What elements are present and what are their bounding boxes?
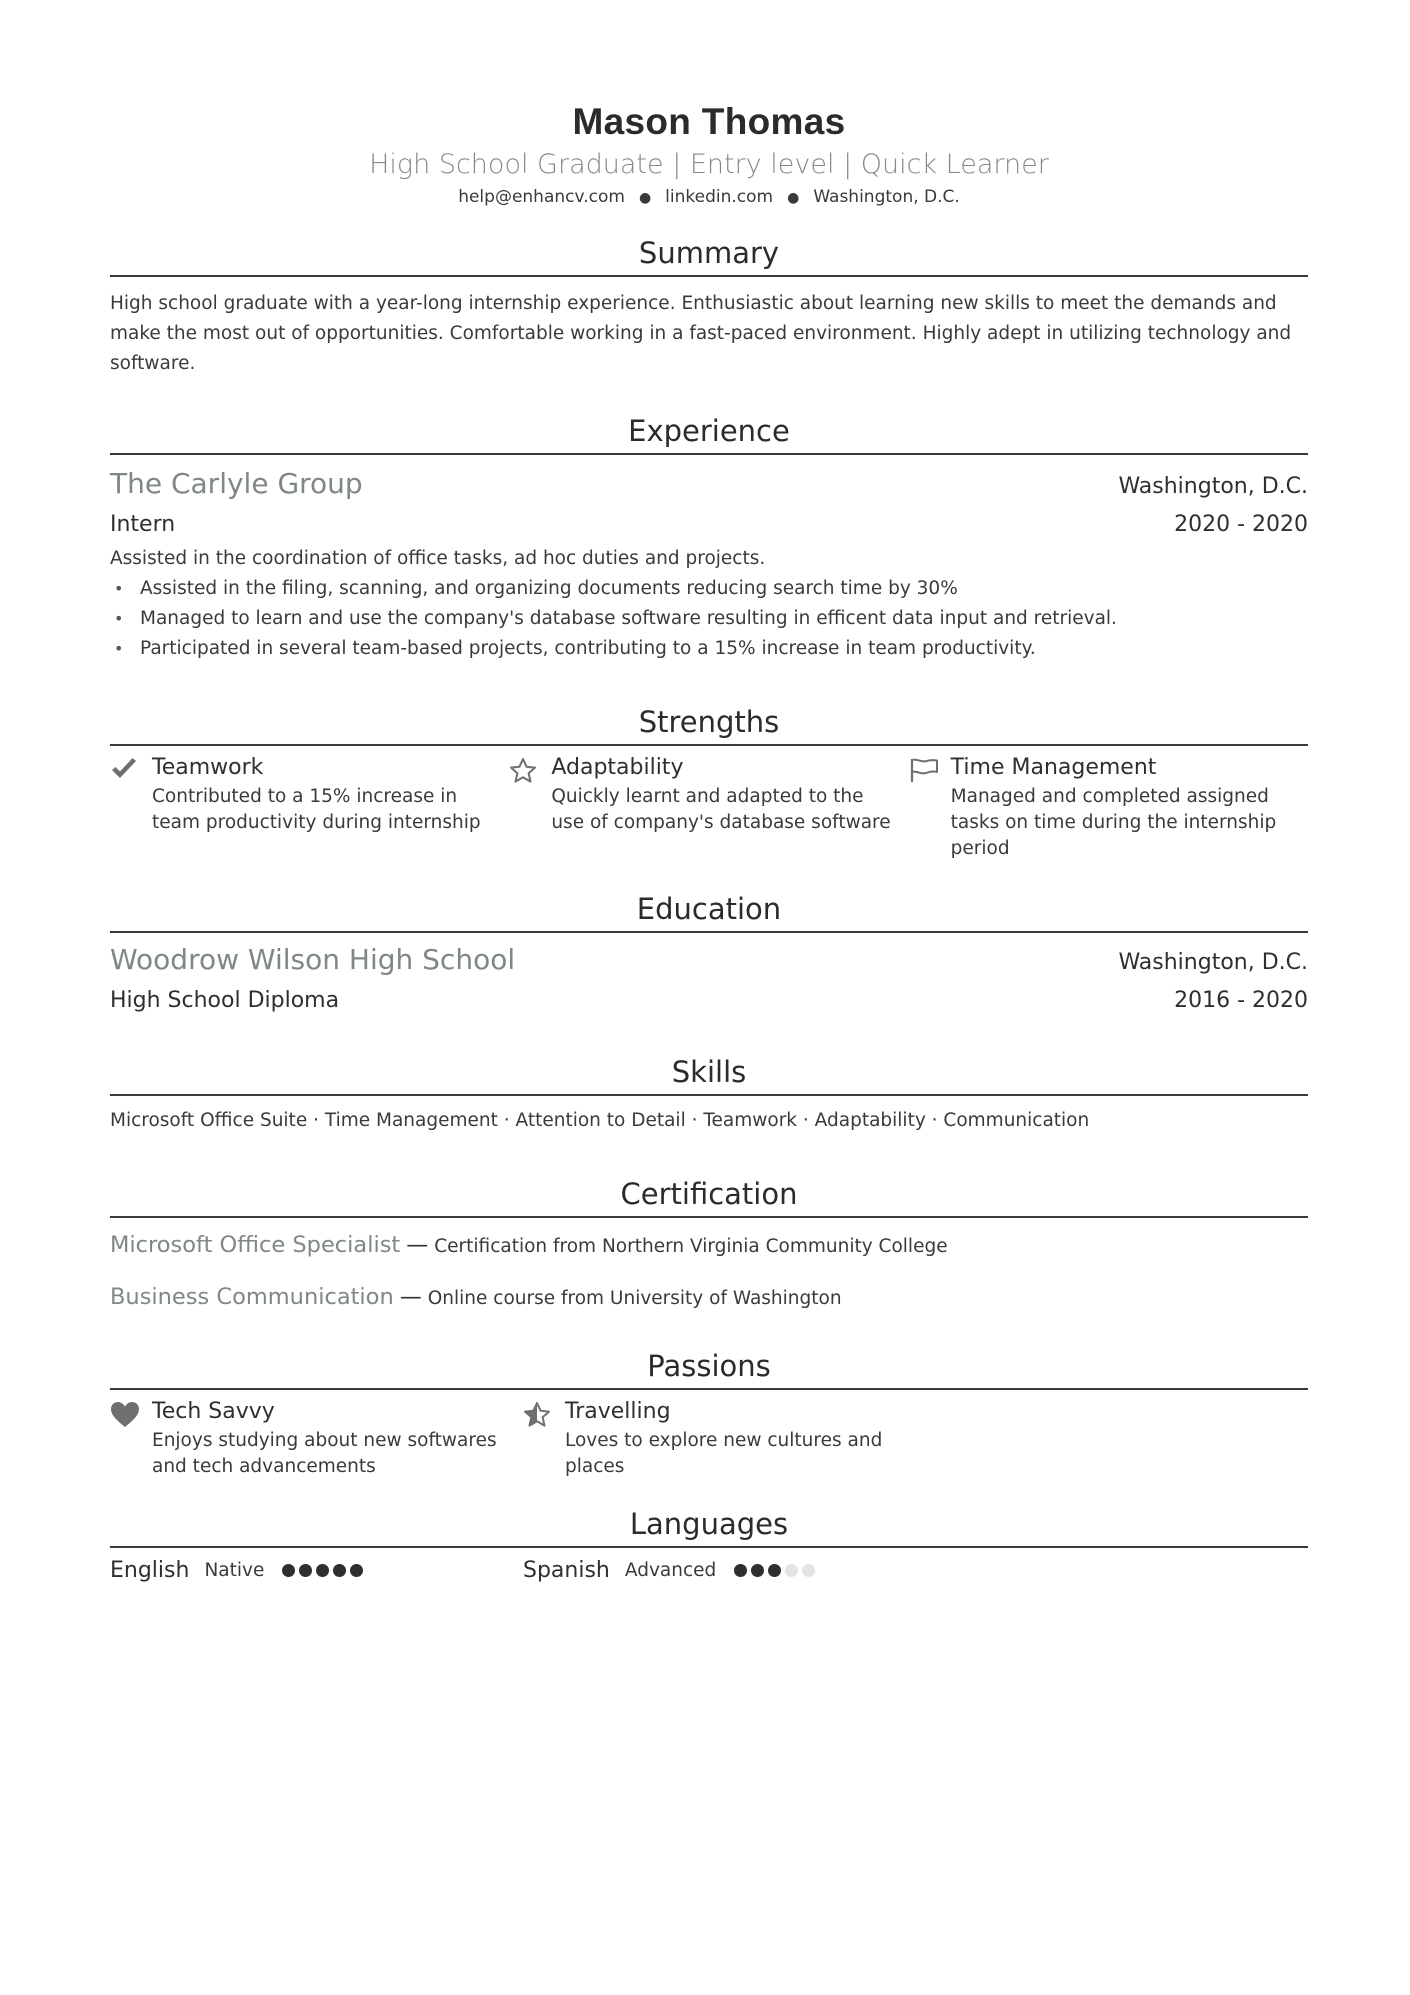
passion-title: Travelling [565, 1399, 671, 1424]
strengths-grid [110, 752, 1308, 862]
education-section [110, 889, 1308, 1020]
passion-item [523, 1396, 936, 1480]
experience-dates: 2020 - 2020 [1174, 512, 1308, 537]
candidate-title: High School Graduate | Entry level | Quick Learner [369, 149, 1049, 180]
rating-dot-empty [802, 1564, 815, 1577]
list-item: • Assisted in the filing, scanning, and organizing documents reducing search time by 30% [110, 574, 1308, 604]
experience-bullets [110, 574, 1308, 664]
skills-heading: Skills [110, 1052, 1308, 1096]
certification-heading: Certification [110, 1174, 1308, 1218]
rating-dot-filled [282, 1564, 295, 1577]
experience-section [110, 411, 1308, 664]
summary-section [110, 233, 1308, 379]
certification-item [110, 1226, 1308, 1266]
rating-dot-filled [316, 1564, 329, 1577]
passion-desc: Enjoys studying about new softwares and tech advancements [152, 1430, 497, 1477]
education-degree: High School Diploma [110, 988, 340, 1013]
certification-name: Business Communication [110, 1284, 394, 1310]
strengths-heading: Strengths [110, 702, 1308, 746]
strength-item [110, 752, 509, 862]
experience-org-row [110, 465, 1308, 506]
education-location: Washington, D.C. [1118, 950, 1308, 975]
language-name: Spanish [523, 1558, 610, 1583]
rating-dot-filled [734, 1564, 747, 1577]
certification-item [110, 1278, 1308, 1318]
strengths-section [110, 702, 1308, 862]
language-level: Native [204, 1560, 265, 1581]
passions-grid [110, 1396, 1308, 1480]
passion-title: Tech Savvy [152, 1399, 275, 1424]
experience-org: The Carlyle Group [110, 467, 363, 500]
passion-desc: Loves to explore new cultures and places [565, 1430, 883, 1477]
rating-dot-filled [333, 1564, 346, 1577]
strength-title: Adaptability [551, 755, 684, 780]
experience-description: Assisted in the coordination of office tasks, ad hoc duties and projects. [110, 548, 766, 569]
skills-text: Microsoft Office Suite · Time Management · Attention to Detail · Teamwork · Adaptability · Communication [110, 1110, 1090, 1131]
experience-role: Intern [110, 512, 176, 537]
passions-section [110, 1346, 1308, 1480]
rating-dot-filled [299, 1564, 312, 1577]
linkedin-link[interactable]: linkedin.com [665, 187, 774, 207]
certification-desc: Online course from University of Washington [427, 1288, 842, 1309]
star-outline-icon [509, 752, 551, 784]
strength-title: Time Management [950, 755, 1157, 780]
rating-dot-filled [751, 1564, 764, 1577]
language-rating [734, 1564, 819, 1577]
education-dates: 2016 - 2020 [1174, 988, 1308, 1013]
candidate-name: Mason Thomas [572, 101, 846, 142]
education-degree-row [110, 982, 1308, 1020]
location-text: Washington, D.C. [813, 187, 960, 207]
dash-separator: — [406, 1233, 429, 1258]
strength-desc: Managed and completed assigned tasks on time during the internship period [950, 786, 1277, 859]
summary-heading: Summary [110, 233, 1308, 277]
education-school: Woodrow Wilson High School [110, 943, 516, 976]
star-half-icon [523, 1396, 565, 1428]
rating-dot-filled [350, 1564, 363, 1577]
language-item [110, 1558, 523, 1583]
language-item [523, 1558, 936, 1583]
strength-item [909, 752, 1308, 862]
resume-header [110, 0, 1308, 211]
language-name: English [110, 1558, 190, 1583]
contact-line [110, 184, 1308, 211]
dash-separator: — [399, 1285, 422, 1310]
flag-icon [909, 752, 951, 783]
heart-icon [110, 1396, 152, 1428]
list-item: • Managed to learn and use the company's database software resulting in efficent data input and retrieval. [110, 604, 1308, 634]
strength-desc: Quickly learnt and adapted to the use of company's database software [551, 786, 891, 833]
languages-section [110, 1504, 1308, 1583]
certification-section [110, 1174, 1308, 1318]
passion-item [110, 1396, 523, 1480]
separator-dot: ● [638, 190, 652, 206]
summary-text: High school graduate with a year-long internship experience. Enthusiastic about learning new skills to meet the demands and make the most out of opportunities. Comfortable working in a fast-paced environment. Highly adept in utilizing technology and software. [110, 293, 1292, 374]
certification-name: Microsoft Office Specialist [110, 1232, 401, 1258]
strength-desc: Contributed to a 15% increase in team productivity during internship [152, 786, 481, 833]
skills-section [110, 1052, 1308, 1136]
strength-item [509, 752, 908, 862]
email-link[interactable]: help@enhancv.com [458, 187, 625, 207]
separator-dot: ● [787, 190, 800, 206]
list-item: • Participated in several team-based projects, contributing to a 15% increase in team productivity. [110, 634, 1308, 664]
education-school-row [110, 941, 1308, 982]
certification-desc: Certification from Northern Virginia Community College [434, 1236, 948, 1257]
experience-location: Washington, D.C. [1118, 474, 1308, 499]
passions-heading: Passions [110, 1346, 1308, 1390]
check-icon [110, 752, 152, 781]
languages-row [110, 1558, 1308, 1583]
resume-page [110, 0, 1308, 1583]
rating-dot-empty [785, 1564, 798, 1577]
strength-title: Teamwork [152, 755, 264, 780]
language-level: Advanced [624, 1560, 717, 1581]
experience-role-row [110, 506, 1308, 544]
languages-heading: Languages [110, 1504, 1308, 1548]
rating-dot-filled [768, 1564, 781, 1577]
education-heading: Education [110, 889, 1308, 933]
language-rating [282, 1564, 367, 1577]
experience-heading: Experience [110, 411, 1308, 455]
